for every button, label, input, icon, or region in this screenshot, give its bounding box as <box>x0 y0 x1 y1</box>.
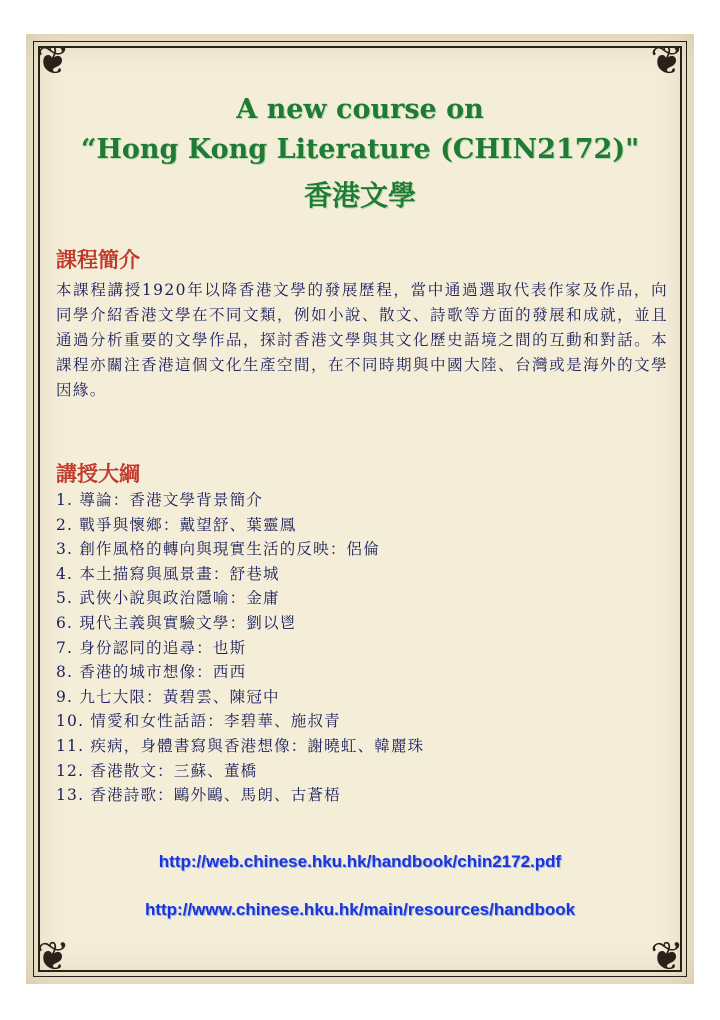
intro-body: 本課程講授1920年以降香港文學的發展歷程，當中通過選取代表作家及作品，向同學介紹香港文學在不同文類，例如小說、散文、詩歌等方面的發展和成就，並且通過分析重要的文學作品，探討香港文學與其文化歷史語境之間的互動和對話。本課程亦關注香港這個文化生產空間，在不同時期與中國大陸、台灣或是海外的文學因緣。 <box>56 281 668 399</box>
handbook-pdf-link[interactable]: http://web.chinese.hku.hk/handbook/chin2172.pdf <box>158 852 562 871</box>
outline-item: 5. 武俠小說與政治隱喻：金庸 <box>56 589 280 608</box>
handbook-resources-link[interactable]: http://www.chinese.hku.hk/main/resources/handbook <box>144 900 576 919</box>
ornament-flourish-icon: ❦ <box>36 934 70 980</box>
title-line-2: “Hong Kong Literature (CHIN2172)" <box>80 134 640 165</box>
outline-item: 10. 情愛和女性話語：李碧華、施叔青 <box>56 712 341 731</box>
outline-item: 7. 身份認同的追尋：也斯 <box>56 638 247 657</box>
outline-item: 4. 本土描寫與風景畫：舒巷城 <box>56 564 280 583</box>
title-line-1: A new course on <box>236 94 484 125</box>
ornament-flourish-icon: ❦ <box>650 38 684 84</box>
outline-item: 13. 香港詩歌：鷗外鷗、馬朗、古蒼梧 <box>56 786 341 805</box>
outline-item: 9. 九七大限：黃碧雲、陳冠中 <box>56 687 280 706</box>
outline-item: 12. 香港散文：三蘇、董橋 <box>56 761 258 780</box>
outline-item: 1. 導論：香港文學背景簡介 <box>56 491 264 509</box>
ornament-flourish-icon: ❦ <box>36 38 70 84</box>
outline-heading: 講授大綱 <box>56 461 140 486</box>
intro-heading: 課程簡介 <box>56 247 140 272</box>
outline-item: 2. 戰爭與懷鄉：戴望舒、葉靈鳳 <box>56 515 297 534</box>
outline-list <box>56 488 668 808</box>
ornament-flourish-icon: ❦ <box>650 934 684 980</box>
outline-item: 6. 現代主義與實驗文學：劉以鬯 <box>56 613 297 632</box>
outline-item: 11. 疾病，身體書寫與香港想像：謝曉虹、韓麗珠 <box>56 736 425 755</box>
title-chinese: 香港文學 <box>303 179 416 212</box>
outline-item: 3. 創作風格的轉向與現實生活的反映：侶倫 <box>56 540 380 559</box>
poster-sheet <box>26 34 694 984</box>
outline-item: 8. 香港的城市想像：西西 <box>56 663 247 682</box>
